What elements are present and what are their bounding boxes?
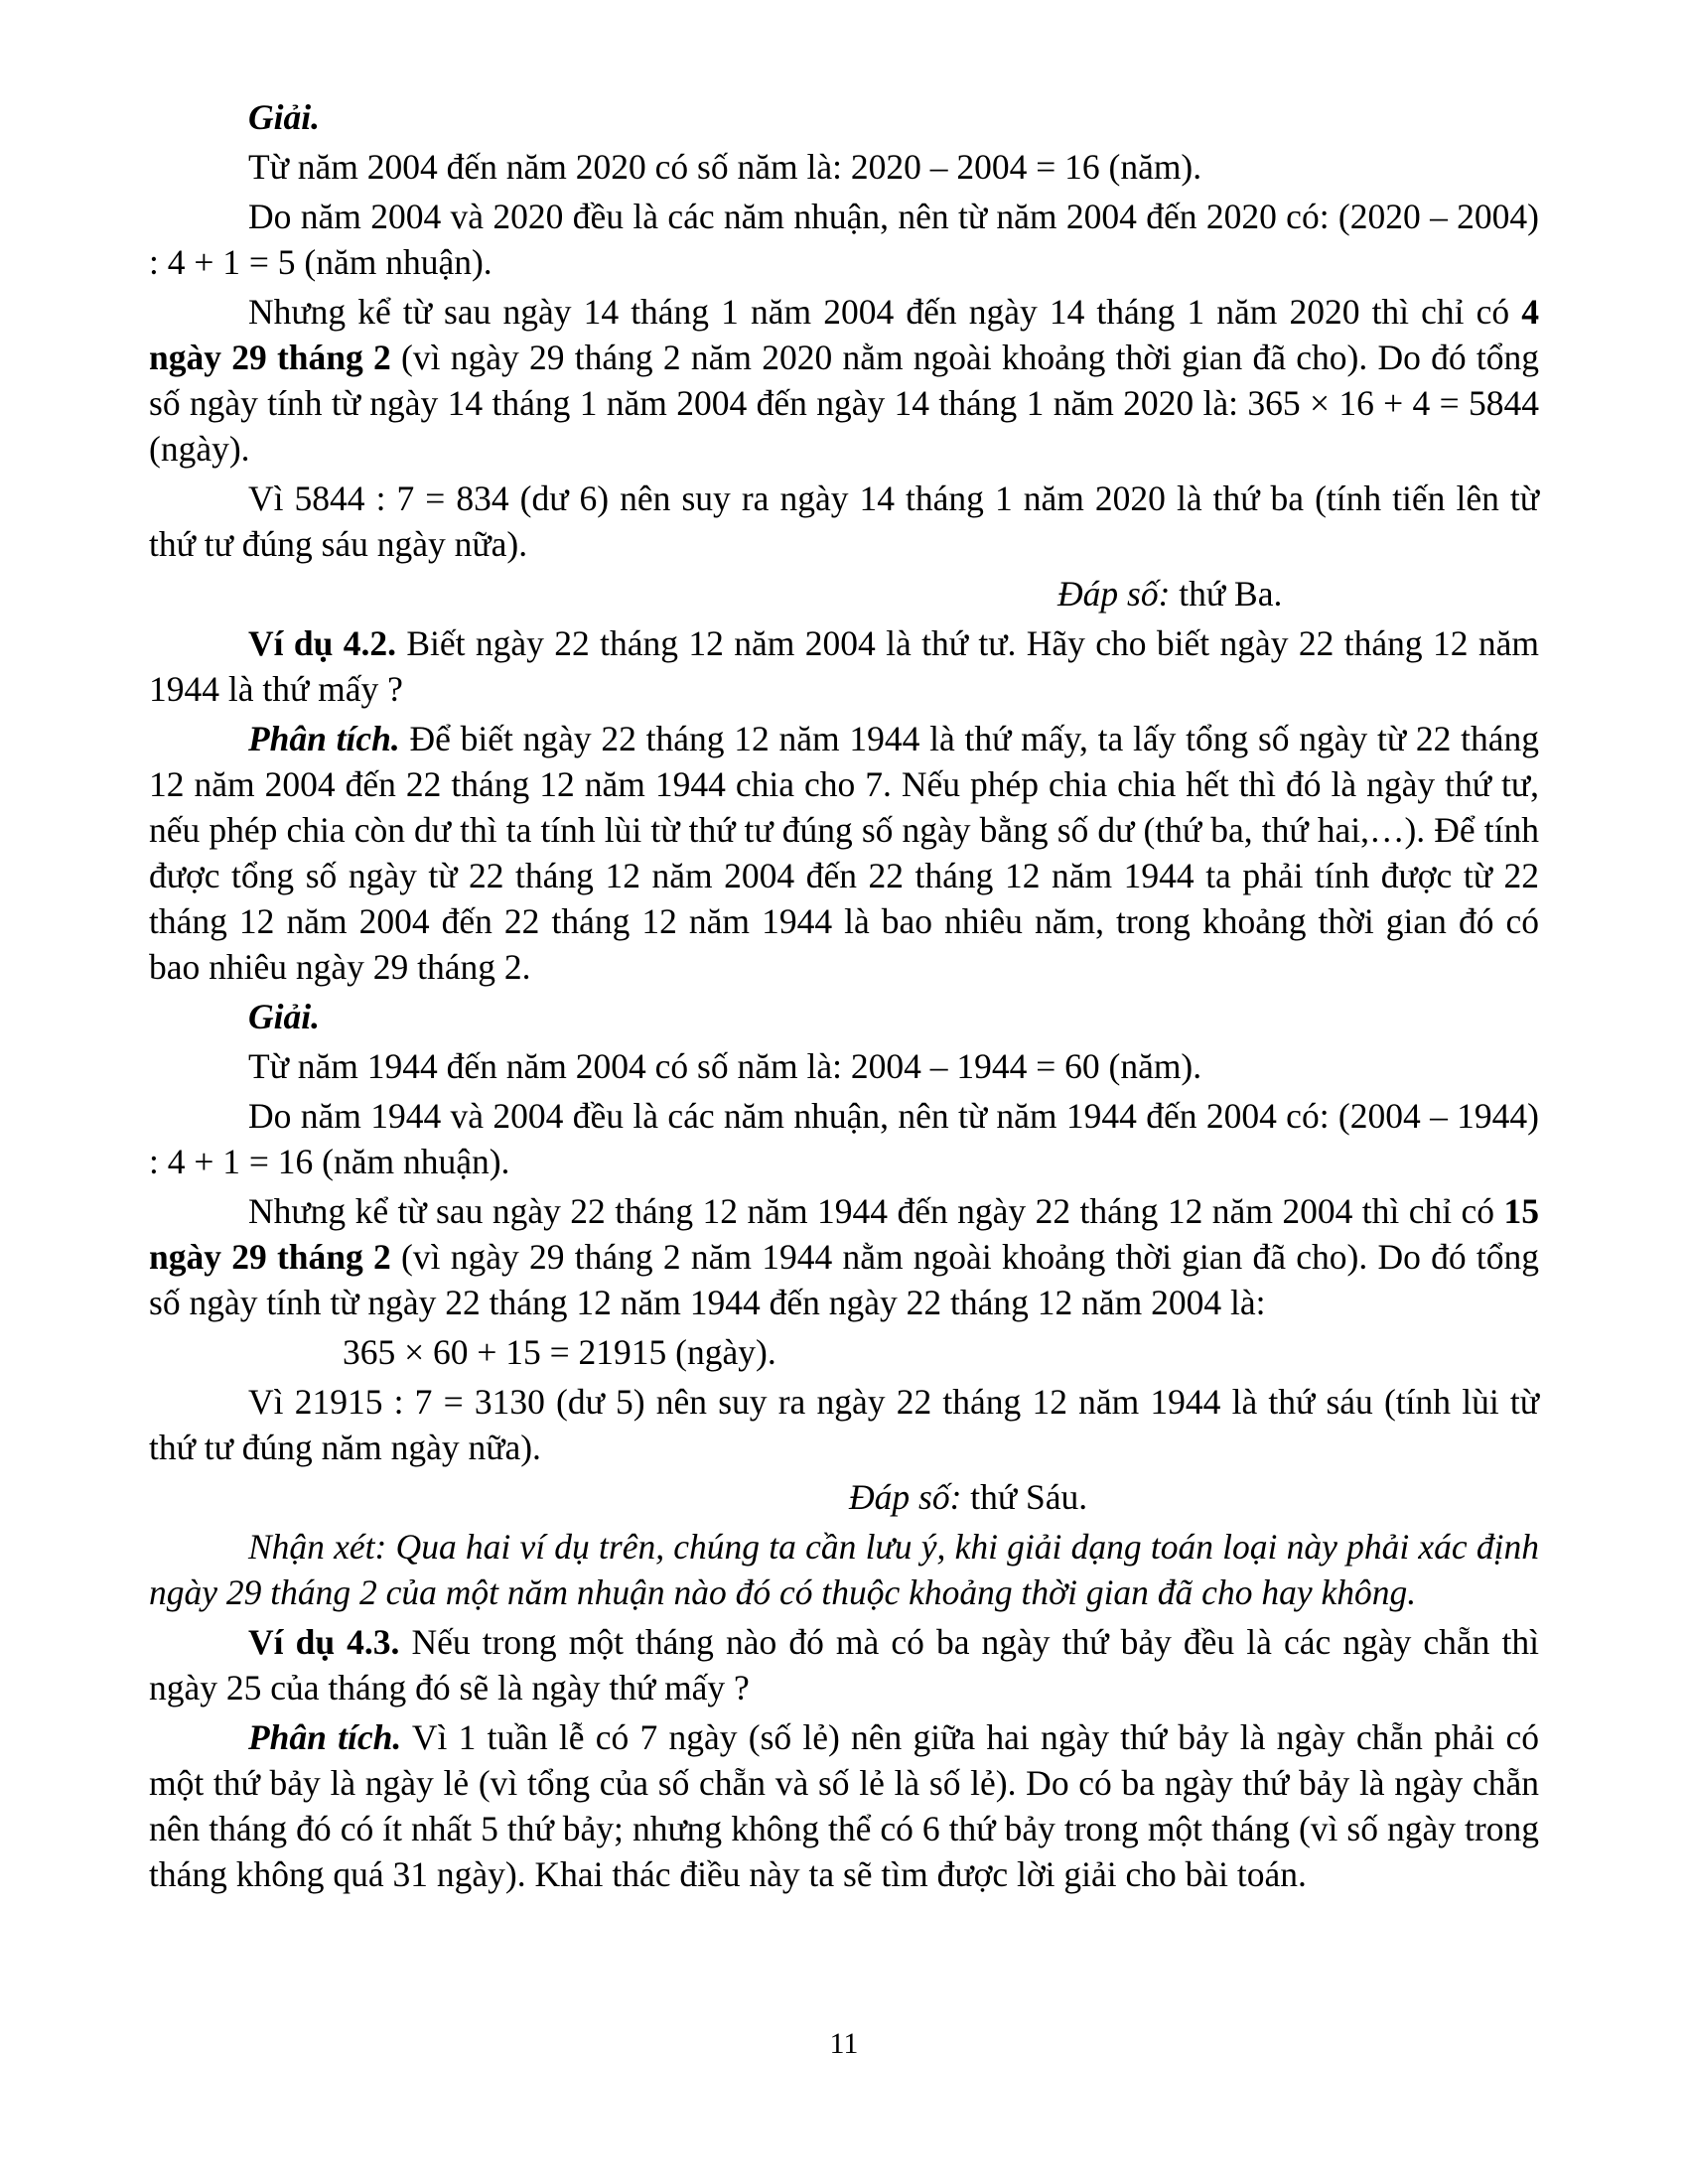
analysis-2: Phân tích. Vì 1 tuần lễ có 7 ngày (số lẻ) nên giữa hai ngày thứ bảy là ngày chẵn phải có một thứ bảy là ngày lẻ (vì tổng của số chẵn và số lẻ là số lẻ). Do có ba ngày thứ bảy là ngày chẵn nên tháng đó có ít nhất 5 thứ bảy; nhưng không thể có 6 thứ bảy trong một tháng (vì số ngày trong tháng không quá 31 ngày). Khai thác điều này ta sẽ tìm được lời giải cho bài toán. [149,1717,1539,1894]
solution-heading-2: Giải. [248,997,320,1036]
analysis-label-1: Phân tích. [248,719,400,758]
example-4-3-label: Ví dụ 4.3. [248,1622,400,1662]
answer-value-1: thứ Ba. [1170,574,1283,614]
paragraph-division-1: Vì 5844 : 7 = 834 (dư 6) nên suy ra ngày 14 tháng 1 năm 2020 là thứ ba (tính tiến lên từ thứ tư đúng sáu ngày nữa). [149,478,1539,564]
page-number: 11 [829,2027,859,2060]
formula-total-days: 365 × 60 + 15 = 21915 (ngày). [343,1332,776,1372]
paragraph-feb29-count-2: Nhưng kể từ sau ngày 22 tháng 12 năm 1944 đến ngày 22 tháng 12 năm 2004 thì chỉ có 15 ngày 29 tháng 2 (vì ngày 29 tháng 2 năm 1944 nằm ngoài khoảng thời gian đã cho). Do đó tổng số ngày tính từ ngày 22 tháng 12 năm 1944 đến ngày 22 tháng 12 năm 2004 là: [149,1191,1539,1322]
remark-note: Nhận xét: Qua hai ví dụ trên, chúng ta cần lưu ý, khi giải dạng toán loại này phải xác định ngày 29 tháng 2 của một năm nhuận nào đó có thuộc khoảng thời gian đã cho hay không. [149,1527,1539,1612]
paragraph-feb29-count-1: Nhưng kể từ sau ngày 14 tháng 1 năm 2004 đến ngày 14 tháng 1 năm 2020 thì chỉ có 4 ngày 29 tháng 2 (vì ngày 29 tháng 2 năm 2020 nằm ngoài khoảng thời gian đã cho). Do đó tổng số ngày tính từ ngày 14 tháng 1 năm 2004 đến ngày 14 tháng 1 năm 2020 là: 365 × 16 + 4 = 5844 (ngày). [149,292,1539,469]
example-4-2-label: Ví dụ 4.2. [248,623,396,663]
bold-feb29-count-2: 15 ngày 29 tháng 2 [149,1191,1539,1277]
answer-line-1 [149,571,1539,616]
paragraph-leap-years-1: Do năm 2004 và 2020 đều là các năm nhuận, nên từ năm 2004 đến 2020 có: (2020 – 2004) : 4 + 1 = 5 (năm nhuận). [149,197,1539,282]
solution-heading-1: Giải. [248,97,320,137]
answer-label-2: Đáp số: [849,1477,962,1517]
document-page [149,94,1539,1901]
paragraph-years-count-1: Từ năm 2004 đến năm 2020 có số năm là: 2020 – 2004 = 16 (năm). [248,147,1202,187]
example-4-2: Ví dụ 4.2. Biết ngày 22 tháng 12 năm 2004 là thứ tư. Hãy cho biết ngày 22 tháng 12 năm 1944 là thứ mấy ? [149,623,1539,709]
answer-label-1: Đáp số: [1057,574,1171,614]
analysis-1: Phân tích. Để biết ngày 22 tháng 12 năm 1944 là thứ mấy, ta lấy tổng số ngày từ 22 tháng 12 năm 2004 đến 22 tháng 12 năm 1944 chia cho 7. Nếu phép chia chia hết thì đó là ngày thứ tư, nếu phép chia còn dư thì ta tính lùi từ thứ tư đúng số ngày bằng số dư (thứ ba, thứ hai,…). Để tính được tổng số ngày từ 22 tháng 12 năm 2004 đến 22 tháng 12 năm 1944 ta phải tính được từ 22 tháng 12 năm 2004 đến 22 tháng 12 năm 1944 là bao nhiêu năm, trong khoảng thời gian đó có bao nhiêu ngày 29 tháng 2. [149,719,1539,987]
paragraph-years-count-2: Từ năm 1944 đến năm 2004 có số năm là: 2004 – 1944 = 60 (năm). [248,1046,1202,1086]
answer-value-2: thứ Sáu. [961,1477,1088,1517]
bold-feb29-count-1: 4 ngày 29 tháng 2 [149,292,1539,377]
answer-line-2 [149,1474,1539,1520]
example-4-3: Ví dụ 4.3. Nếu trong một tháng nào đó mà có ba ngày thứ bảy đều là các ngày chẵn thì ngày 25 của tháng đó sẽ là ngày thứ mấy ? [149,1622,1539,1707]
paragraph-division-2: Vì 21915 : 7 = 3130 (dư 5) nên suy ra ngày 22 tháng 12 năm 1944 là thứ sáu (tính lùi từ thứ tư đúng năm ngày nữa). [149,1382,1539,1467]
paragraph-leap-years-2: Do năm 1944 và 2004 đều là các năm nhuận, nên từ năm 1944 đến 2004 có: (2004 – 1944) : 4 + 1 = 16 (năm nhuận). [149,1096,1539,1181]
analysis-label-2: Phân tích. [248,1717,402,1757]
